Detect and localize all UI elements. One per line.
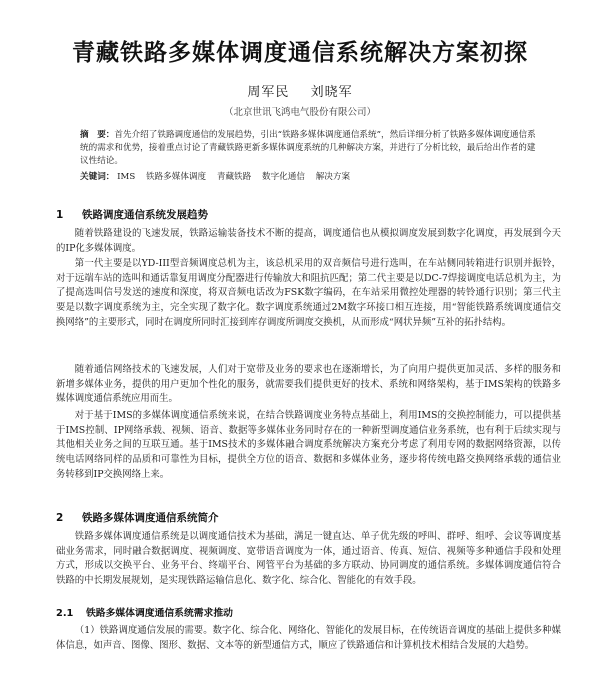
section-title: 铁路调度通信系统发展趋势 [82,209,208,221]
keyword: 铁路多媒体调度 [145,172,207,182]
section-heading [56,207,208,222]
body-paragraph: （1）铁路调度通信发展的需要。数字化、综合化、网络化、智能化的发展目标，在传统语音调度的基础上提供多种媒体信息，如声音、图像、图形、数据、文本等的新型通信方式，顺应了铁路通信和计算机技术相结合发展的大趋势。 [56,625,561,651]
subsection-number: 2.1 [56,608,74,619]
author-list [0,81,600,100]
affiliation: （北京世讯飞鸿电气股份有限公司） [223,107,376,118]
section-number: 2 [56,512,64,524]
keyword: 解决方案 [315,172,351,182]
body-paragraph: 对于基于IMS的多媒体调度通信系统来说，在结合铁路调度业务特点基础上，利用IMS的交换控制能力，可以提供基于IMS控制、IP网络承载、视频、语音、数据等多媒体业务同时存在的一种新型调度通信业务系统，也有利于后续实现与其他相关业务之间的互联互通。基于IMS技术的多媒体融合调度系统解决方案充分考虑了利用专网的数据网络资源，以传统电话网络同样的品质和可靠性为目标，提供全方位的语音、数据和多媒体业务，逐步将传统电路交换网络承载的通信业务转移到IP交换网络上来。 [56,410,561,480]
keyword: 青藏铁路 [216,172,252,182]
section-number: 1 [56,209,64,221]
body-paragraph: 随着通信网络技术的飞速发展，人们对于宽带及业务的要求也在逐渐增长，为了向用户提供更加灵活、多样的服务和新增多媒体业务，提供的用户更加个性化的服务，就需要我们提供更好的技术、系统和网络架构，基于IMS架构的铁路多媒体调度通信系统应用而生。 [56,364,561,405]
body-paragraph: 第一代主要是以YD-III型音频调度总机为主，该总机采用的双音频信号进行选叫，在车站侧同转箱进行识别并振铃，对于远端车站的选叫和通话靠复用调度分配器进行传输放大和阻抗匹配；第二代主要是以DC-7焊接调度电话总机为主，为了提高选叫信号发送的速度和深度，将双音频电话改为FSK数字编码，在车站采用微控处理器的转铃通行识别；第三代主要是以数字调度系统为主，完全实现了数字化。数字调度系统通过2M数字环接口相互连接，用“智能铁路系统调度通信交换网络”的主要形式，同时在调度所同时汇接到库存调度所调度交换机，从而形成“网状异频”互补的拓扑结构。 [56,258,561,328]
keywords [80,171,540,184]
keyword: 数字化通信 [261,172,305,182]
abstract-label: 摘 要： [80,130,115,140]
section-title: 铁路多媒体调度通信系统简介 [82,512,219,524]
abstract [80,129,540,168]
keyword: IMS [117,172,136,182]
author-name: 周军民 [247,85,290,100]
subsection-heading [56,605,233,619]
section-heading [56,510,219,525]
paper-title: 青藏铁路多媒体调度通信系统解决方案初探 [72,40,528,66]
abstract-text: 首先介绍了铁路调度通信的发展趋势，引出“铁路多媒体调度通信系统”，然后详细分析了铁路多媒体调度通信系统的需求和优势，接着重点讨论了青藏铁路更新多媒体调度系统的几种解决方案，并进行了分析比较，最后给出作者的建议性结论。 [80,130,536,166]
keywords-label: 关键词： [80,172,115,182]
body-paragraph: 随着铁路建设的飞速发展，铁路运输装备技术不断的提高，调度通信也从模拟调度发展到数字化调度，再发展到今天的IP化多媒体调度。 [56,228,561,254]
subsection-title: 铁路多媒体调度通信系统需求推动 [86,608,233,619]
author-name: 刘晓军 [310,85,353,100]
body-paragraph: 铁路多媒体调度通信系统是以调度通信技术为基础，满足一键直达、单子优先级的呼叫、群呼、组呼、会议等调度基础业务需求，同时融合数据调度、视频调度、宽带语音调度为一体，通过语音、传真、短信、视频等多种通信手段和处理方式，形成以交换平台、业务平台、终端平台、网管平台为基础的多方联动、协同调度的通信系统。多媒体调度通信符合铁路的中长期发展规划，是实现铁路运输信息化、数字化、综合化、智能化的有效手段。 [56,531,561,587]
